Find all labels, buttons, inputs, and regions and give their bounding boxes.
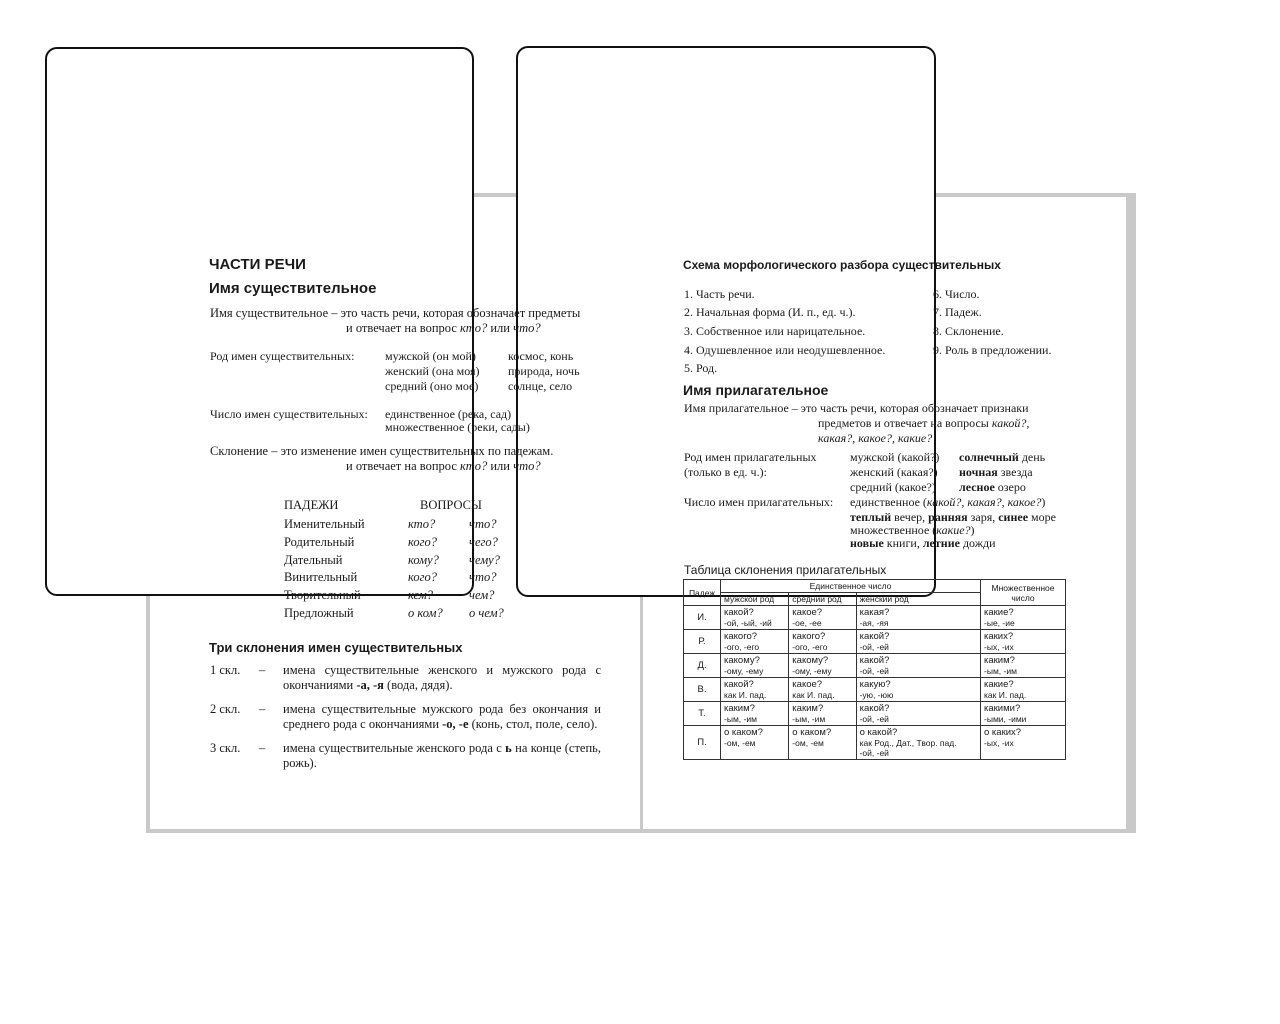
adj-gender-example: солнечный день	[959, 450, 1046, 464]
col-neuter: средний род	[789, 593, 856, 606]
declension-1-text: имена существительные женского и мужского рода с окончаниями -а, -я (вода, дядя).	[283, 663, 601, 692]
case-question-animate: кем?	[408, 588, 433, 602]
scheme-item: 7. Падеж.	[933, 305, 982, 319]
declension-2-text: имена существительные мужского рода без окончания и среднего рода с окончаниями -о, -е (конь, стол, поле, село).	[283, 702, 601, 731]
declension-3-dash: –	[259, 741, 266, 755]
cases-header: ПАДЕЖИ	[284, 498, 339, 512]
table-row: Т. каким? -ым, -им каким? -ым, -им какой? -ой, -ей какими? -ыми, -ими	[684, 702, 1066, 726]
case-question-animate: о ком?	[408, 606, 443, 620]
gender-example: солнце, село	[508, 379, 573, 393]
scheme-heading: Схема морфологического разбора существительных	[683, 258, 1001, 272]
adjective-definition-line-3: какая?, какое?, какие?	[818, 431, 933, 445]
case-name: Родительный	[284, 535, 355, 549]
declension-1-label: 1 скл.	[210, 663, 241, 677]
col-case: Падеж	[684, 580, 721, 606]
declension-2-label: 2 скл.	[210, 702, 241, 716]
adj-singular-examples: теплый вечер, ранняя заря, синее море	[850, 510, 1056, 524]
adj-gender-example: лесное озеро	[959, 480, 1026, 494]
col-singular: Единственное число	[721, 580, 981, 593]
table-row: П. о каком? -ом, -ем о каком? -ом, -ем о какой? как Род., Дат., Твор. пад. -ой, -ей о каких? -ых, -их	[684, 726, 1066, 760]
adj-number-label: Число имен прилагательных:	[684, 495, 834, 509]
case-question-animate: кому?	[408, 553, 439, 567]
case-name: Винительный	[284, 570, 358, 584]
scheme-item: 4. Одушевленное или неодушевленное.	[684, 343, 886, 357]
number-row: единственное (река, сад)	[385, 407, 512, 421]
declension-3-label: 3 скл.	[210, 741, 241, 755]
declension-1-dash: –	[259, 663, 266, 677]
col-feminine: женский род	[856, 593, 980, 606]
table-title: Таблица склонения прилагательных	[684, 563, 887, 577]
scheme-item: 5. Род.	[684, 361, 718, 375]
adj-gender-label: Род имен прилагательных	[684, 450, 817, 464]
gender-row: средний (оно мое)	[385, 379, 479, 393]
gender-example: природа, ночь	[508, 364, 580, 378]
number-row: множественное (реки, сады)	[385, 420, 530, 434]
number-label: Число имен существительных:	[210, 407, 368, 421]
table-row: И. какой? -ой, -ый, -ий какое? -ое, -ее какая? -ая, -яя какие? -ые, -ие	[684, 606, 1066, 630]
scheme-item: 9. Роль в предложении.	[933, 343, 1052, 357]
case-question-inanimate: чему?	[469, 553, 500, 567]
case-question-animate: кого?	[408, 535, 437, 549]
case-name: Именительный	[284, 517, 365, 531]
adj-gender-row: средний (какое?)	[850, 480, 936, 494]
case-name: Дательный	[284, 553, 343, 567]
declension-table	[683, 579, 1066, 760]
table-row: Р. какого? -ого, -его какого? -ого, -его какой? -ой, -ей каких? -ых, -их	[684, 630, 1066, 654]
adj-plural-examples: новые книги, летние дожди	[850, 536, 996, 550]
adjective-heading: Имя прилагательное	[683, 382, 829, 398]
table-row: В. какой? как И. пад. какое? как И. пад. какую? -ую, -юю какие? как И. пад.	[684, 678, 1066, 702]
scheme-item: 3. Собственное или нарицательное.	[684, 324, 866, 338]
case-question-inanimate: о чем?	[469, 606, 504, 620]
case-question-inanimate: чем?	[469, 588, 495, 602]
adj-gender-row: женский (какая?)	[850, 465, 938, 479]
adjective-definition-line-1: Имя прилагательное – это часть речи, которая обозначает признаки	[684, 401, 1029, 415]
noun-definition-line-2: и отвечает на вопрос кто? или что?	[346, 321, 541, 335]
scheme-item: 6. Число.	[933, 287, 980, 301]
adj-singular: единственное (какой?, какая?, какое?)	[850, 495, 1046, 509]
declension-definition-line-2: и отвечает на вопрос кто? или что?	[346, 459, 541, 473]
scheme-item: 1. Часть речи.	[684, 287, 755, 301]
table-row: Д. какому? -ому, -ему какому? -ому, -ему какой? -ой, -ей каким? -ым, -им	[684, 654, 1066, 678]
declension-2-dash: –	[259, 702, 266, 716]
adj-gender-row: мужской (какой?)	[850, 450, 940, 464]
gender-row: мужской (он мой)	[385, 349, 476, 363]
scheme-item: 8. Склонение.	[933, 324, 1004, 338]
adjective-definition-line-2: предметов и отвечает на вопросы какой?,	[818, 416, 1030, 430]
gender-example: космос, конь	[508, 349, 574, 363]
case-question-inanimate: что?	[469, 570, 497, 584]
case-name: Творительный	[284, 588, 361, 602]
case-question-inanimate: что?	[469, 517, 497, 531]
declension-definition-line-1: Склонение – это изменение имен существительных по падежам.	[210, 444, 554, 458]
adj-gender-label: (только в ед. ч.):	[684, 465, 767, 479]
col-masculine: мужской род	[721, 593, 789, 606]
col-plural: Множественное число	[981, 580, 1066, 606]
three-declensions-heading: Три склонения имен существительных	[209, 640, 463, 655]
case-question-inanimate: чего?	[469, 535, 498, 549]
page-title: ЧАСТИ РЕЧИ	[209, 256, 306, 273]
case-question-animate: кого?	[408, 570, 437, 584]
adj-gender-example: ночная звезда	[959, 465, 1033, 479]
noun-heading: Имя существительное	[209, 280, 377, 297]
gender-row: женский (она моя)	[385, 364, 480, 378]
gender-label: Род имен существительных:	[210, 349, 355, 363]
questions-header: ВОПРОСЫ	[420, 498, 482, 512]
noun-definition-line-1: Имя существительное – это часть речи, которая обозначает предметы	[210, 306, 581, 320]
declension-3-text: имена существительные женского рода с ь на конце (степь, рожь).	[283, 741, 601, 770]
adj-plural: множественное (какие?)	[850, 523, 975, 537]
scheme-item: 2. Начальная форма (И. п., ед. ч.).	[684, 305, 856, 319]
case-question-animate: кто?	[408, 517, 436, 531]
case-name: Предложный	[284, 606, 354, 620]
